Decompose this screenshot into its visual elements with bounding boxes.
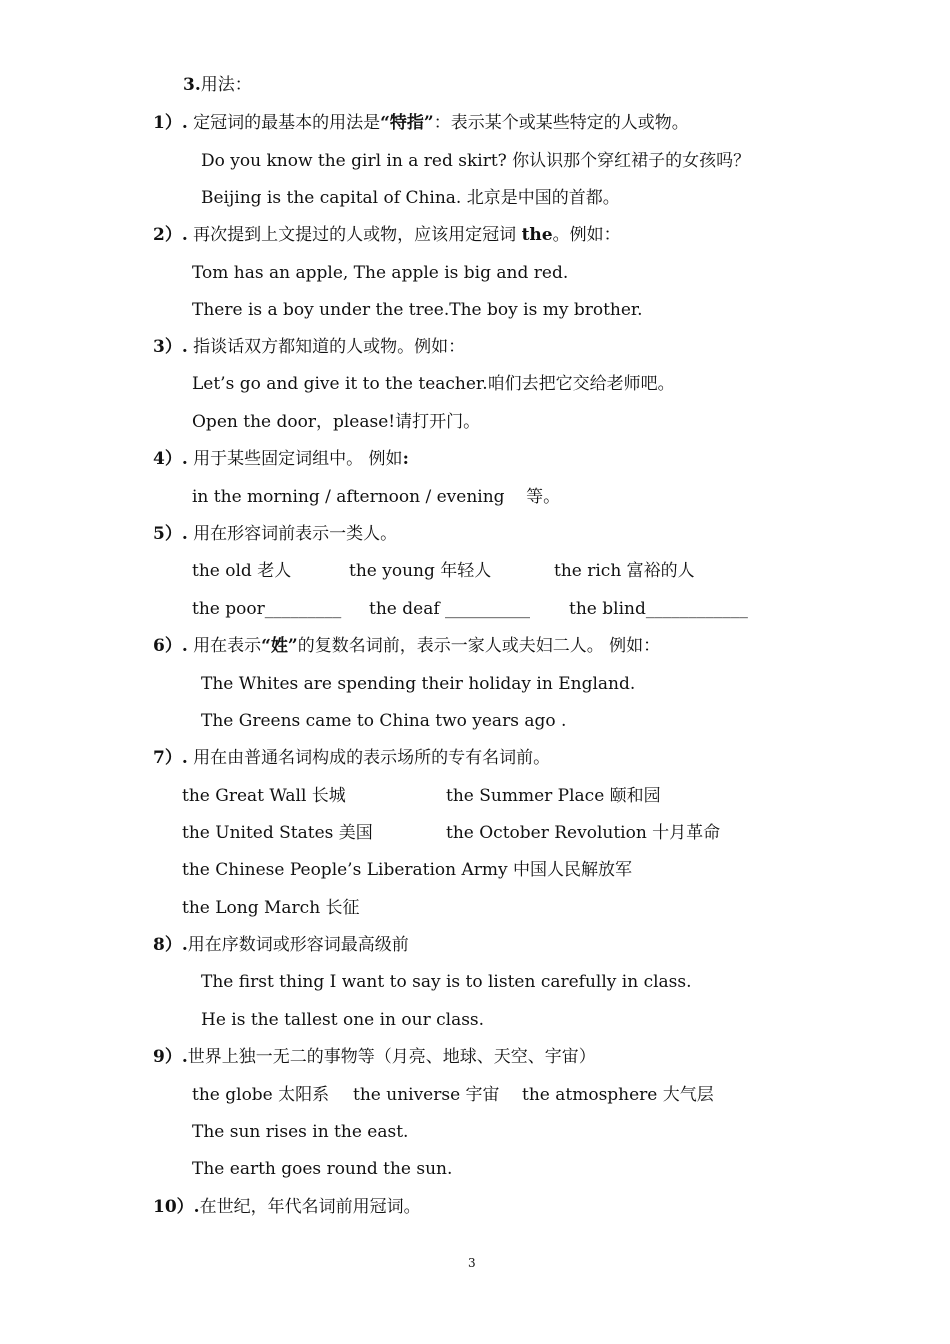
item-9-heading — [153, 1046, 596, 1068]
item-number: 6）. — [153, 636, 188, 656]
item-number: 2）. — [153, 225, 188, 245]
item-3-heading — [153, 336, 465, 358]
example-cell: the Great Wall 长城 — [182, 786, 346, 806]
item-text: 在世纪，年代名词前用冠词。 — [199, 1197, 421, 1217]
example-line: The sun rises in the east. — [192, 1122, 409, 1142]
item-number: 10）. — [153, 1197, 200, 1217]
item-number: 9）. — [153, 1047, 188, 1067]
example-line: There is a boy under the tree.The boy is my brother. — [192, 300, 643, 320]
item-text: 用在表示 — [193, 636, 262, 656]
item-text: 指谈话双方都知道的人或物。例如： — [193, 337, 466, 357]
item-number: 8）. — [153, 935, 188, 955]
item-text: ：表示某个或某些特定的人或物。 — [433, 113, 689, 133]
page-number: 3 — [468, 1256, 476, 1270]
item-10-heading — [153, 1196, 421, 1218]
example-line: The earth goes round the sun. — [192, 1159, 453, 1179]
item-6-heading — [153, 635, 660, 657]
section-title: 用法： — [200, 75, 252, 95]
item-text: 再次提到上文提过的人或物，应该用定冠词 — [193, 225, 522, 245]
item-text: 世界上独一无二的事物等（月亮、地球、天空、宇宙） — [187, 1047, 596, 1067]
example-line: The first thing I want to say is to listen carefully in class. — [201, 972, 692, 992]
example-line: the Chinese People’s Liberation Army 中国人民解放军 — [182, 860, 633, 880]
example-line: Let’s go and give it to the teacher.咱们去把它交给老师吧。 — [192, 374, 675, 394]
bold-term: the — [521, 225, 553, 245]
item-text: 用在由普通名词构成的表示场所的专有名词前。 — [193, 748, 551, 768]
example-line: Open the door，please!请打开门。 — [192, 412, 481, 432]
example-line: Do you know the girl in a red skirt? 你认识那个穿红裙子的女孩吗？ — [201, 151, 751, 171]
item-text: 用在序数词或形容词最高级前 — [187, 935, 409, 955]
blank-cell: the poor_________ — [192, 599, 342, 619]
item-text: 用于某些固定词组中。 例如 — [193, 449, 403, 469]
item-1-heading — [153, 112, 689, 134]
example-cell: the young 年轻人 — [349, 561, 492, 581]
quoted-term: “特指” — [380, 113, 434, 133]
example-line: He is the tallest one in our class. — [201, 1010, 485, 1030]
section-heading — [183, 74, 252, 96]
item-text: 。例如： — [552, 225, 621, 245]
item-number: 4）. — [153, 449, 188, 469]
item-7-heading — [153, 747, 550, 769]
quoted-term: “姓” — [261, 636, 298, 656]
example-line: Tom has an apple, The apple is big and red. — [192, 263, 569, 283]
section-number: 3. — [183, 75, 201, 95]
example-line: in the morning / afternoon / evening 等。 — [192, 487, 561, 507]
item-text: 定冠词的最基本的用法是 — [193, 113, 381, 133]
example-cell: the Summer Place 颐和园 — [446, 786, 661, 806]
item-4-heading — [153, 448, 409, 470]
item-5-heading — [153, 523, 397, 545]
example-line: The Greens came to China two years ago . — [201, 711, 567, 731]
item-number: 1）. — [153, 113, 188, 133]
blank-cell: the deaf __________ — [369, 599, 531, 619]
example-cell: the globe 太阳系 — [192, 1085, 330, 1105]
item-2-heading — [153, 224, 621, 246]
example-cell: the old 老人 — [192, 561, 292, 581]
example-cell: the United States 美国 — [182, 823, 373, 843]
item-number: 7）. — [153, 748, 188, 768]
example-line: The Whites are spending their holiday in England. — [201, 674, 636, 694]
item-8-heading — [153, 934, 409, 956]
example-cell: the atmosphere 大气层 — [522, 1085, 714, 1105]
example-line: the Long March 长征 — [182, 898, 360, 918]
example-cell: the October Revolution 十月革命 — [446, 823, 721, 843]
blank-cell: the blind____________ — [569, 599, 748, 619]
example-cell: the rich 富裕的人 — [554, 561, 695, 581]
example-cell: the universe 宇宙 — [353, 1085, 500, 1105]
item-text: 用在形容词前表示一类人。 — [193, 524, 398, 544]
example-line: Beijing is the capital of China. 北京是中国的首都。 — [201, 188, 620, 208]
item-colon: : — [402, 449, 409, 469]
item-number: 5）. — [153, 524, 188, 544]
item-number: 3）. — [153, 337, 188, 357]
item-text: 的复数名词前，表示一家人或夫妇二人。 例如： — [297, 636, 661, 656]
